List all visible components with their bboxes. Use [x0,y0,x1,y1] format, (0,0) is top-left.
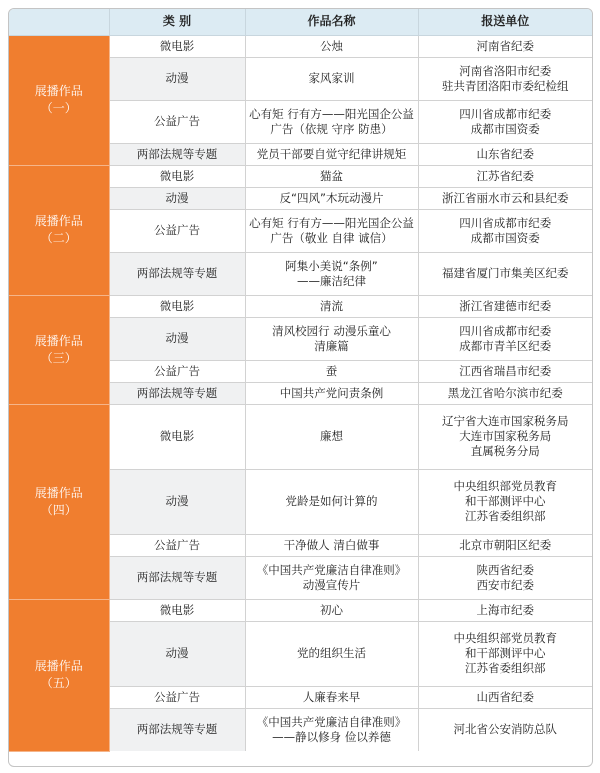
category-cell [109,165,245,187]
category-text: 公益广告 [154,689,200,704]
title-text: 《中国共产党廉洁自律准则》 动漫宣传片 [256,562,407,592]
unit-text: 中央组织部党员教育 和干部测评中心 江苏省委组织部 [453,479,557,523]
title-text: 蚕 [325,363,338,378]
unit-text: 山东省纪委 [476,146,534,161]
title-cell [245,382,418,404]
unit-cell [418,165,592,187]
title-cell [245,100,418,143]
category-text: 动漫 [165,494,189,508]
category-cell [109,556,245,599]
table-row [9,35,592,57]
title-cell [245,317,418,360]
title-text: 清流 [320,298,343,313]
unit-cell [418,252,592,295]
category-text: 微电影 [159,298,195,313]
title-cell [245,686,418,708]
category-text: 公益广告 [154,537,200,552]
category-cell [109,143,245,165]
title-cell [245,35,418,57]
category-text: 两部法规等专题 [136,570,218,584]
category-text: 微电影 [159,429,195,443]
unit-text: 四川省成都市纪委 成都市青羊区纪委 [459,323,552,353]
group-label-cell [9,295,109,404]
title-cell [245,165,418,187]
category-cell [109,686,245,708]
unit-cell [418,317,592,360]
category-text: 微电影 [159,38,195,53]
table-row [9,404,592,469]
unit-cell [418,708,592,751]
title-text: 党员干部要自觉守纪律讲规矩 [256,146,407,161]
title-cell [245,360,418,382]
title-text: 廉想 [320,429,343,443]
unit-cell [418,469,592,534]
table-body [9,35,592,751]
unit-cell [418,209,592,252]
group-label: 展播作品 （三） [34,333,83,365]
unit-text: 中央组织部党员教育 和干部测评中心 江苏省委组织部 [453,631,557,675]
title-text: 初心 [320,602,343,617]
title-text: 清风校园行 动漫乐童心 清廉篇 [272,323,391,353]
unit-cell [418,295,592,317]
table-row [9,165,592,187]
category-text: 微电影 [159,602,195,617]
title-cell [245,708,418,751]
title-text: 党的组织生活 [297,646,366,660]
category-cell [109,35,245,57]
unit-cell [418,57,592,100]
unit-text: 山西省纪委 [476,689,534,704]
category-text: 公益广告 [154,223,200,237]
title-text: 人廉春来早 [302,689,361,704]
category-text: 两部法规等专题 [136,385,218,400]
header-category: 类 别 [109,9,245,35]
category-cell [109,187,245,209]
title-cell [245,599,418,621]
category-cell [109,252,245,295]
unit-cell [418,187,592,209]
title-text: 反“四风”木玩动漫片 [279,190,384,205]
title-cell [245,252,418,295]
unit-text: 河南省洛阳市纪委 驻共青团洛阳市委纪检组 [442,63,569,93]
title-cell [245,534,418,556]
category-cell [109,404,245,469]
category-text: 公益广告 [154,363,200,378]
title-text: 家风家训 [308,71,355,85]
unit-text: 浙江省建德市纪委 [459,298,552,313]
category-cell [109,534,245,556]
unit-text: 河北省公安消防总队 [453,722,557,737]
category-text: 公益广告 [154,114,200,128]
unit-cell [418,599,592,621]
category-text: 两部法规等专题 [136,146,218,161]
header-unit: 报送单位 [418,9,592,35]
category-cell [109,360,245,382]
group-label: 展播作品 （五） [34,659,83,690]
title-cell [245,556,418,599]
unit-text: 江苏省纪委 [476,168,534,183]
category-text: 两部法规等专题 [136,266,218,280]
unit-text: 河南省纪委 [476,38,534,53]
unit-cell [418,100,592,143]
unit-cell [418,686,592,708]
category-text: 动漫 [165,646,189,660]
header-row [9,9,592,35]
unit-text: 福建省厦门市集美区纪委 [442,266,569,280]
unit-text: 江西省瑞昌市纪委 [459,363,552,378]
category-text: 两部法规等专题 [136,722,218,737]
group-label-cell [9,165,109,295]
unit-text: 辽宁省大连市国家税务局 大连市国家税务局 直属税务分局 [442,414,569,458]
title-text: 公烛 [320,38,343,53]
unit-cell [418,621,592,686]
unit-cell [418,143,592,165]
category-text: 微电影 [159,168,195,183]
unit-text: 四川省成都市纪委 成都市国资委 [459,106,552,136]
category-cell [109,209,245,252]
header-title: 作品名称 [245,9,418,35]
unit-text: 北京市朝阳区纪委 [459,537,552,552]
title-cell [245,57,418,100]
category-cell [109,599,245,621]
title-text: 猫盆 [320,168,343,183]
title-cell [245,469,418,534]
title-cell [245,143,418,165]
header-group-cell [9,9,109,35]
unit-cell [418,404,592,469]
title-cell [245,295,418,317]
category-cell [109,469,245,534]
category-cell [109,382,245,404]
title-cell [245,621,418,686]
category-cell [109,708,245,751]
unit-cell [418,534,592,556]
title-text: 阿集小美说“条例” ——廉洁纪律 [285,258,378,288]
unit-cell [418,382,592,404]
unit-cell [418,35,592,57]
unit-text: 黑龙江省哈尔滨市纪委 [447,385,563,400]
title-text: 干净做人 清白做事 [283,537,380,552]
category-text: 动漫 [165,331,189,345]
group-label-cell [9,599,109,751]
group-label-cell [9,404,109,599]
table-row [9,599,592,621]
category-text: 动漫 [165,71,189,85]
group-label-cell [9,35,109,165]
title-text: 中国共产党问责条例 [279,385,384,400]
title-cell [245,404,418,469]
title-cell [245,209,418,252]
unit-text: 上海市纪委 [476,602,534,617]
group-label: 展播作品 （二） [34,214,83,245]
category-cell [109,295,245,317]
category-cell [109,317,245,360]
group-label: 展播作品 （四） [34,485,83,517]
title-text: 心有矩 行有方——阳光国企公益 广告（敬业 自律 诚信） [249,215,414,245]
category-text: 动漫 [165,190,189,205]
title-text: 党龄是如何计算的 [285,494,378,508]
unit-text: 四川省成都市纪委 成都市国资委 [459,215,552,245]
table-row [9,295,592,317]
unit-text: 浙江省丽水市云和县纪委 [442,190,569,205]
title-text: 心有矩 行有方——阳光国企公益 广告（依规 守序 防患） [249,106,414,136]
program-table-card [8,8,593,767]
title-text: 《中国共产党廉洁自律准则》 ——静以修身 俭以养德 [256,714,407,744]
title-cell [245,187,418,209]
program-table [9,9,592,752]
category-cell [109,57,245,100]
group-label: 展播作品 （一） [34,84,83,115]
category-cell [109,100,245,143]
unit-cell [418,360,592,382]
unit-cell [418,556,592,599]
category-cell [109,621,245,686]
unit-text: 陕西省纪委 西安市纪委 [476,562,534,592]
